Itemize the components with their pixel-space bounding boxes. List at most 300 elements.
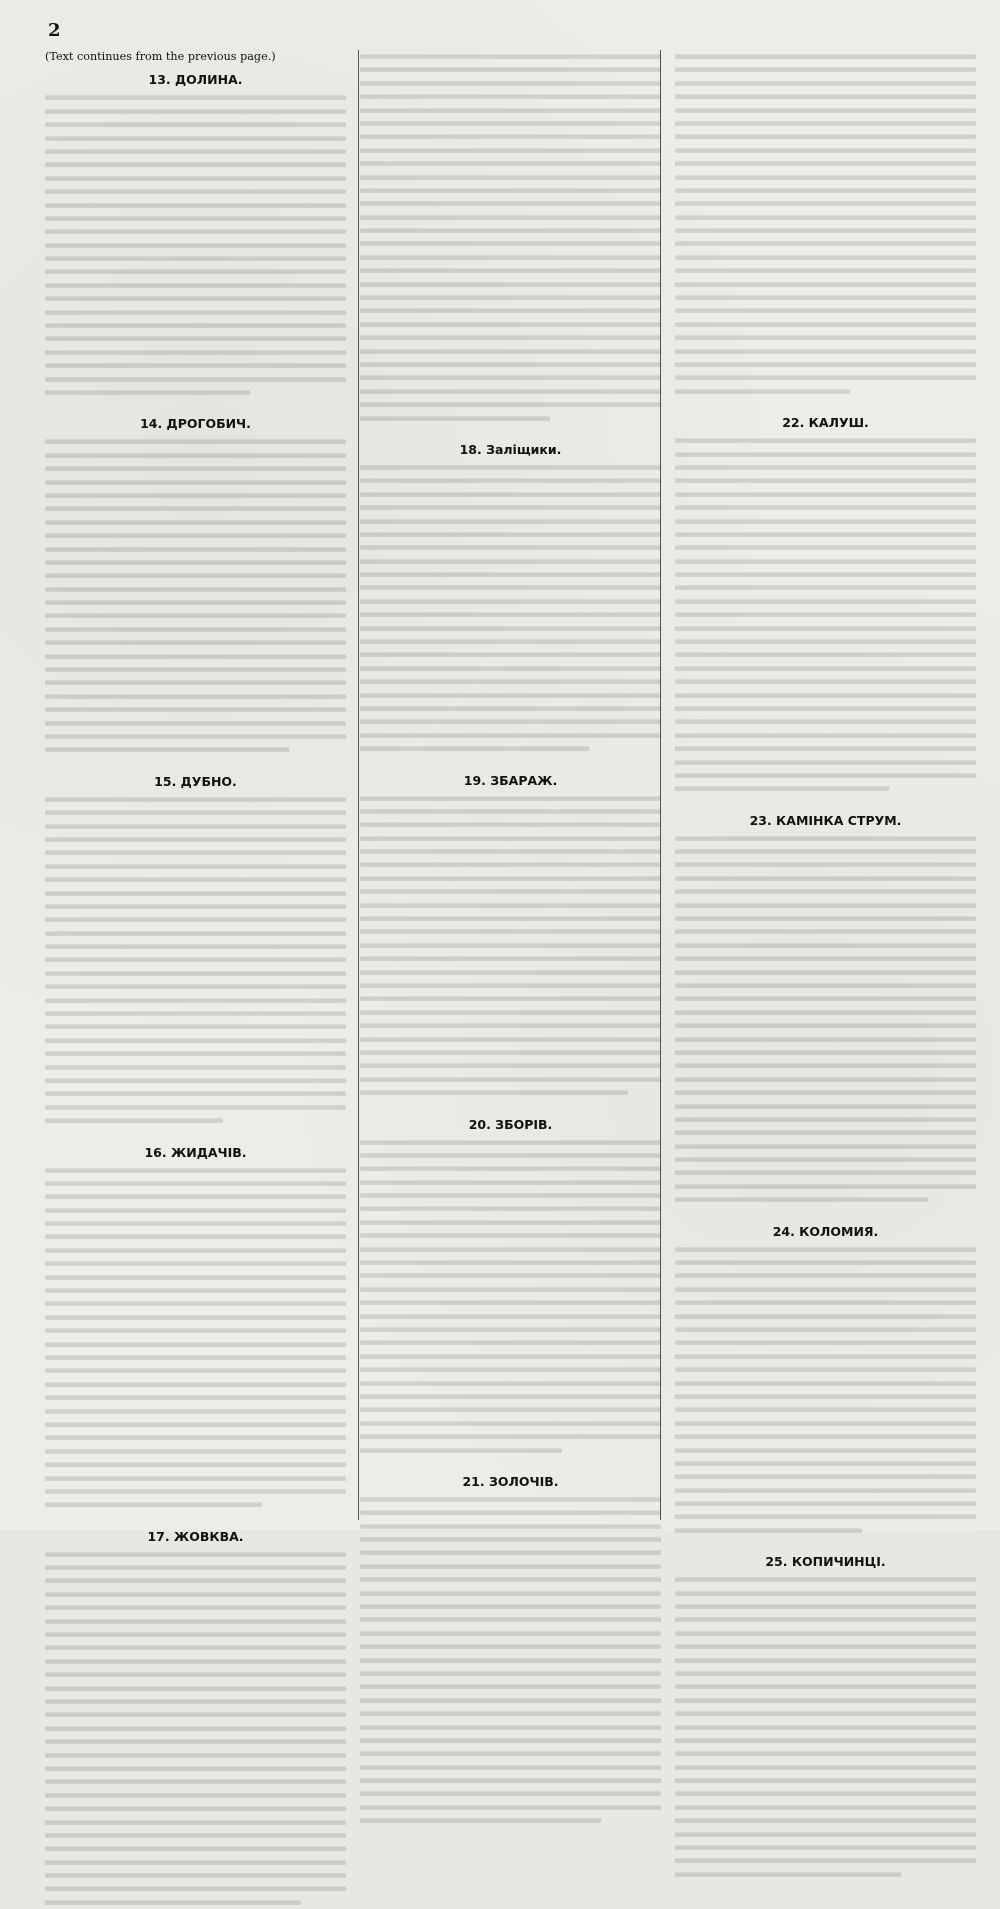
text-line bbox=[675, 1184, 976, 1189]
text-line bbox=[675, 890, 976, 895]
section-body bbox=[675, 1573, 976, 1881]
text-line bbox=[45, 1713, 346, 1718]
text-line bbox=[675, 1077, 976, 1082]
text-line bbox=[45, 1208, 346, 1213]
text-line bbox=[45, 667, 346, 672]
text-line bbox=[675, 1247, 976, 1252]
text-line bbox=[360, 269, 661, 274]
text-line bbox=[360, 1234, 661, 1239]
text-line bbox=[360, 1524, 661, 1529]
section-body bbox=[360, 792, 661, 1100]
text-line bbox=[675, 599, 976, 604]
text-line bbox=[360, 1578, 661, 1583]
text-line bbox=[675, 760, 976, 765]
text-line bbox=[675, 108, 976, 113]
text-line bbox=[360, 1287, 661, 1292]
text-line bbox=[360, 970, 661, 975]
text-line bbox=[675, 997, 976, 1002]
text-line bbox=[360, 1725, 661, 1730]
section-spacer bbox=[675, 1537, 976, 1545]
text-line bbox=[675, 188, 976, 193]
section-body bbox=[360, 50, 661, 425]
text-line bbox=[675, 161, 976, 166]
text-line bbox=[45, 600, 346, 605]
text-line bbox=[360, 1180, 661, 1185]
text-line bbox=[675, 863, 976, 868]
text-line bbox=[675, 1738, 976, 1743]
text-line bbox=[675, 1314, 976, 1319]
text-line bbox=[675, 1144, 976, 1149]
text-line bbox=[360, 1090, 628, 1095]
text-line bbox=[675, 452, 976, 457]
text-line bbox=[360, 586, 661, 591]
section-body bbox=[45, 435, 346, 756]
text-line bbox=[675, 1515, 976, 1520]
text-line bbox=[675, 1408, 976, 1413]
text-line bbox=[675, 336, 976, 341]
text-line bbox=[45, 1118, 223, 1123]
text-line bbox=[675, 1327, 976, 1332]
text-line bbox=[675, 876, 976, 881]
text-line bbox=[675, 1434, 976, 1439]
text-line bbox=[45, 1659, 346, 1664]
text-line bbox=[45, 1025, 346, 1030]
text-line bbox=[360, 188, 661, 193]
text-line bbox=[45, 748, 289, 753]
text-line bbox=[360, 1434, 661, 1439]
text-line bbox=[360, 349, 661, 354]
text-line bbox=[45, 1686, 346, 1691]
text-line bbox=[45, 1646, 346, 1651]
text-line bbox=[675, 135, 976, 140]
text-line bbox=[45, 904, 346, 909]
section-body bbox=[45, 793, 346, 1128]
text-line bbox=[45, 1168, 346, 1173]
text-line bbox=[360, 1247, 661, 1252]
text-line bbox=[675, 706, 976, 711]
text-line bbox=[360, 983, 661, 988]
text-line bbox=[45, 520, 346, 525]
text-line bbox=[675, 1819, 976, 1824]
text-line bbox=[675, 983, 976, 988]
text-line bbox=[360, 706, 661, 711]
text-line bbox=[45, 1248, 346, 1253]
text-line bbox=[675, 1618, 976, 1623]
section-body bbox=[675, 832, 976, 1207]
text-line bbox=[45, 189, 346, 194]
text-line bbox=[675, 930, 976, 935]
text-line bbox=[45, 1833, 346, 1838]
section-body bbox=[675, 1243, 976, 1538]
text-line bbox=[675, 1421, 976, 1426]
section-body bbox=[45, 1164, 346, 1512]
text-line bbox=[360, 1698, 661, 1703]
text-line bbox=[360, 505, 661, 510]
text-line bbox=[45, 390, 250, 395]
text-line bbox=[45, 1275, 346, 1280]
text-line bbox=[360, 1564, 661, 1569]
text-line bbox=[675, 1341, 976, 1346]
text-line bbox=[45, 1887, 346, 1892]
text-line bbox=[45, 627, 346, 632]
text-line bbox=[675, 519, 976, 524]
text-line bbox=[45, 1342, 346, 1347]
text-line bbox=[45, 1221, 346, 1226]
text-line bbox=[675, 242, 976, 247]
section-spacer bbox=[45, 399, 346, 407]
text-line bbox=[45, 310, 346, 315]
text-line bbox=[360, 572, 661, 577]
text-line bbox=[360, 666, 661, 671]
text-line bbox=[675, 957, 976, 962]
text-line bbox=[675, 787, 889, 792]
text-line bbox=[675, 121, 976, 126]
text-line bbox=[45, 1092, 346, 1097]
text-line bbox=[675, 626, 976, 631]
text-line bbox=[675, 1872, 901, 1877]
text-line bbox=[45, 1766, 346, 1771]
text-line bbox=[360, 309, 661, 314]
text-line bbox=[675, 269, 976, 274]
text-line bbox=[675, 1010, 976, 1015]
text-line bbox=[360, 492, 661, 497]
text-line bbox=[45, 1565, 346, 1570]
text-line bbox=[45, 1288, 346, 1293]
text-line bbox=[360, 916, 661, 921]
text-line bbox=[45, 1806, 346, 1811]
text-line bbox=[675, 1354, 976, 1359]
text-line bbox=[360, 362, 661, 367]
text-line bbox=[45, 533, 346, 538]
section-spacer bbox=[45, 1128, 346, 1136]
text-line bbox=[45, 1369, 346, 1374]
text-line bbox=[360, 1077, 661, 1082]
text-line bbox=[675, 1778, 976, 1783]
text-line bbox=[675, 1104, 976, 1109]
text-line bbox=[45, 337, 346, 342]
text-line bbox=[360, 148, 661, 153]
text-line bbox=[45, 467, 346, 472]
text-line bbox=[360, 1260, 661, 1265]
text-line bbox=[45, 1262, 346, 1267]
text-line bbox=[360, 1591, 661, 1596]
section-heading: 17. ЖОВКВА. bbox=[147, 1528, 244, 1544]
section-spacer bbox=[360, 425, 661, 433]
text-line bbox=[360, 1604, 661, 1609]
text-line bbox=[675, 836, 976, 841]
text-line bbox=[360, 1711, 661, 1716]
text-line bbox=[45, 364, 346, 369]
text-line bbox=[45, 1449, 346, 1454]
text-line bbox=[675, 1685, 976, 1690]
text-line bbox=[675, 1301, 976, 1306]
text-line bbox=[360, 1658, 661, 1663]
text-line bbox=[675, 1131, 976, 1136]
text-line bbox=[360, 1752, 661, 1757]
text-line bbox=[45, 203, 346, 208]
text-line bbox=[675, 613, 976, 618]
text-line bbox=[675, 1805, 976, 1810]
text-line bbox=[45, 453, 346, 458]
text-line bbox=[45, 1476, 346, 1481]
text-line bbox=[360, 1497, 661, 1502]
section-heading: 22. КАЛУШ. bbox=[782, 415, 869, 431]
text-line bbox=[45, 163, 346, 168]
text-line bbox=[675, 1859, 976, 1864]
text-line bbox=[45, 1503, 262, 1508]
text-line bbox=[360, 1381, 661, 1386]
text-line bbox=[45, 123, 346, 128]
text-line bbox=[45, 297, 346, 302]
text-line bbox=[45, 1552, 346, 1557]
text-line bbox=[360, 546, 661, 551]
text-line bbox=[45, 1302, 346, 1307]
text-line bbox=[45, 1065, 346, 1070]
text-line bbox=[360, 1778, 661, 1783]
text-line bbox=[675, 1368, 976, 1373]
text-line bbox=[45, 877, 346, 882]
text-line bbox=[360, 1448, 562, 1453]
text-line bbox=[360, 1037, 661, 1042]
text-line bbox=[675, 653, 976, 658]
text-line bbox=[360, 1140, 661, 1145]
text-line bbox=[360, 1064, 661, 1069]
section-heading: 19. ЗБАРАЖ. bbox=[463, 772, 558, 788]
text-line bbox=[45, 958, 346, 963]
text-line bbox=[45, 1078, 346, 1083]
text-line bbox=[675, 1488, 976, 1493]
text-line bbox=[45, 1579, 346, 1584]
text-line bbox=[360, 943, 661, 948]
text-line bbox=[675, 1604, 976, 1609]
text-line bbox=[45, 136, 346, 141]
text-line bbox=[45, 971, 346, 976]
section-heading: 24. КОЛОМИЯ. bbox=[772, 1223, 879, 1239]
text-line bbox=[45, 1315, 346, 1320]
text-line bbox=[45, 1462, 346, 1467]
text-line bbox=[360, 1024, 661, 1029]
text-line bbox=[675, 1461, 976, 1466]
text-line bbox=[360, 322, 661, 327]
text-line bbox=[360, 1511, 661, 1516]
text-line bbox=[45, 1606, 346, 1611]
text-line bbox=[45, 1355, 346, 1360]
text-line bbox=[45, 654, 346, 659]
text-columns bbox=[45, 50, 976, 1570]
text-line bbox=[360, 479, 661, 484]
text-line bbox=[45, 587, 346, 592]
text-line bbox=[45, 641, 346, 646]
text-line bbox=[360, 1685, 661, 1690]
text-line bbox=[675, 1792, 976, 1797]
text-line bbox=[360, 228, 661, 233]
text-line bbox=[360, 1394, 661, 1399]
text-line bbox=[675, 1725, 976, 1730]
text-line bbox=[675, 1024, 976, 1029]
text-line bbox=[675, 505, 976, 510]
text-line bbox=[45, 1489, 346, 1494]
text-line bbox=[360, 1207, 661, 1212]
text-line bbox=[360, 1765, 661, 1770]
text-line bbox=[675, 1394, 976, 1399]
text-line bbox=[675, 1037, 976, 1042]
section-heading: 23. КАМІНКА СТРУМ. bbox=[749, 812, 902, 828]
text-line bbox=[675, 559, 976, 564]
section-body bbox=[45, 1548, 346, 1909]
text-line bbox=[360, 1792, 661, 1797]
text-line bbox=[675, 720, 976, 725]
text-line bbox=[360, 720, 661, 725]
text-line bbox=[360, 1671, 661, 1676]
text-line bbox=[45, 1780, 346, 1785]
text-line bbox=[360, 1354, 661, 1359]
section-body bbox=[45, 91, 346, 399]
text-line bbox=[45, 734, 346, 739]
text-line bbox=[360, 376, 661, 381]
text-line bbox=[360, 532, 661, 537]
text-line bbox=[675, 1658, 976, 1663]
text-line bbox=[45, 547, 346, 552]
text-line bbox=[360, 903, 661, 908]
page-number: 2 bbox=[48, 20, 62, 41]
text-line bbox=[675, 175, 976, 180]
text-line bbox=[360, 1819, 601, 1824]
text-line bbox=[45, 1235, 346, 1240]
text-line bbox=[675, 733, 976, 738]
text-line bbox=[45, 1860, 346, 1865]
section-body bbox=[360, 1493, 661, 1828]
text-line bbox=[360, 849, 661, 854]
text-line bbox=[675, 1501, 976, 1506]
section-spacer bbox=[675, 796, 976, 804]
text-line bbox=[45, 350, 346, 355]
text-line bbox=[675, 95, 976, 100]
text-line bbox=[675, 1171, 976, 1176]
text-line bbox=[675, 586, 976, 591]
text-line bbox=[45, 493, 346, 498]
text-line bbox=[360, 680, 661, 685]
text-line bbox=[360, 95, 661, 100]
text-line bbox=[45, 1740, 346, 1745]
section-body bbox=[675, 434, 976, 796]
text-line bbox=[360, 519, 661, 524]
text-line bbox=[45, 1382, 346, 1387]
text-line bbox=[360, 1274, 661, 1279]
text-line bbox=[45, 944, 346, 949]
text-line bbox=[45, 918, 346, 923]
text-line bbox=[360, 746, 589, 751]
text-line bbox=[360, 108, 661, 113]
text-line bbox=[675, 903, 976, 908]
text-line bbox=[360, 1421, 661, 1426]
text-line bbox=[675, 1090, 976, 1095]
text-line bbox=[360, 202, 661, 207]
text-line bbox=[675, 1475, 976, 1480]
text-line bbox=[675, 1287, 976, 1292]
text-line bbox=[360, 295, 661, 300]
text-line bbox=[45, 230, 346, 235]
text-line bbox=[675, 546, 976, 551]
text-line bbox=[45, 694, 346, 699]
text-line bbox=[360, 733, 661, 738]
text-line bbox=[360, 1153, 661, 1158]
section-spacer bbox=[360, 756, 661, 764]
text-line bbox=[360, 255, 661, 260]
text-line bbox=[675, 1591, 976, 1596]
text-line bbox=[45, 1181, 346, 1186]
text-line bbox=[675, 215, 976, 220]
text-line bbox=[675, 943, 976, 948]
text-line bbox=[45, 1052, 346, 1057]
text-line bbox=[45, 1592, 346, 1597]
text-line bbox=[45, 985, 346, 990]
text-line bbox=[360, 1341, 661, 1346]
text-line bbox=[675, 1845, 976, 1850]
text-line bbox=[675, 693, 976, 698]
text-line bbox=[675, 1765, 976, 1770]
section-heading: 20. ЗБОРІВ. bbox=[468, 1116, 553, 1132]
text-line bbox=[675, 1198, 928, 1203]
section-heading: 16. ЖИДАЧІВ. bbox=[144, 1144, 247, 1160]
text-line bbox=[360, 175, 661, 180]
text-line bbox=[360, 1167, 661, 1172]
text-line bbox=[45, 1105, 346, 1110]
text-line bbox=[675, 639, 976, 644]
text-line bbox=[360, 54, 661, 59]
text-line bbox=[45, 243, 346, 248]
text-line bbox=[360, 121, 661, 126]
text-line bbox=[45, 811, 346, 816]
text-line bbox=[360, 653, 661, 658]
text-line bbox=[45, 283, 346, 288]
text-line bbox=[360, 863, 661, 868]
text-line bbox=[675, 148, 976, 153]
text-line bbox=[675, 389, 850, 394]
text-line bbox=[675, 465, 976, 470]
text-line bbox=[360, 639, 661, 644]
text-line bbox=[360, 1618, 661, 1623]
text-line bbox=[360, 1645, 661, 1650]
text-line bbox=[45, 837, 346, 842]
text-line bbox=[675, 322, 976, 327]
text-line bbox=[45, 480, 346, 485]
text-line bbox=[45, 323, 346, 328]
section-heading: 25. КОПИЧИНЦІ. bbox=[765, 1554, 886, 1570]
text-line bbox=[45, 574, 346, 579]
text-line bbox=[45, 1793, 346, 1798]
section-heading: 21. ЗОЛОЧІВ. bbox=[462, 1473, 559, 1489]
text-line bbox=[45, 507, 346, 512]
text-line bbox=[675, 376, 976, 381]
text-line bbox=[360, 1805, 661, 1810]
text-line bbox=[45, 256, 346, 261]
text-line bbox=[45, 1900, 301, 1905]
text-line bbox=[45, 109, 346, 114]
text-line bbox=[360, 823, 661, 828]
text-line bbox=[360, 416, 550, 421]
section-heading: 13. ДОЛИНА. bbox=[148, 72, 243, 88]
text-line bbox=[675, 1752, 976, 1757]
text-line bbox=[675, 680, 976, 685]
text-line bbox=[675, 1698, 976, 1703]
text-line bbox=[360, 242, 661, 247]
text-line bbox=[45, 560, 346, 565]
text-line bbox=[675, 295, 976, 300]
text-line bbox=[45, 721, 346, 726]
text-line bbox=[360, 876, 661, 881]
text-line bbox=[360, 1537, 661, 1542]
text-line bbox=[675, 81, 976, 86]
